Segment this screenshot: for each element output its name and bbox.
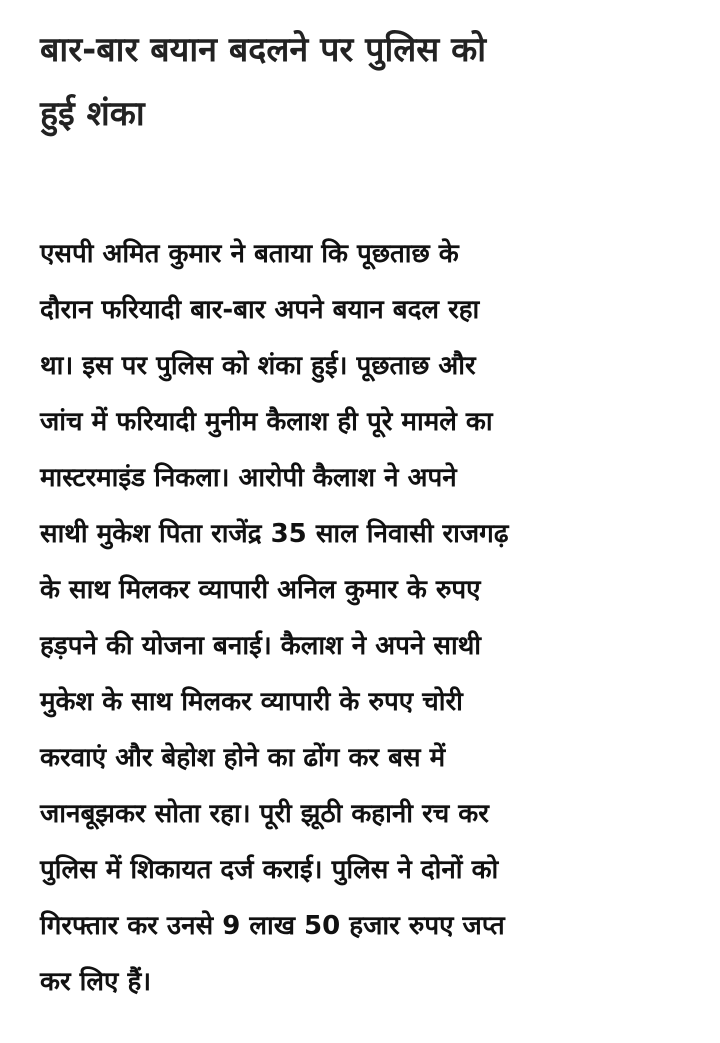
headline-line: बार-बार बयान बदलने पर पुलिस को xyxy=(40,30,487,70)
body-line: दौरान फरियादी बार-बार अपने बयान बदल रहा xyxy=(40,295,480,325)
headline-line: हुई शंका xyxy=(40,94,145,134)
body-line: पुलिस में शिकायत दर्ज कराई। पुलिस ने दोनों को xyxy=(40,855,499,885)
body-line: था। इस पर पुलिस को शंका हुई। पूछताछ और xyxy=(40,351,476,381)
article-body xyxy=(40,226,700,1010)
body-line: जांच में फरियादी मुनीम कैलाश ही पूरे मामले का xyxy=(40,407,493,437)
body-line: मास्टरमाइंड निकला। आरोपी कैलाश ने अपने xyxy=(40,463,457,493)
body-line: जानबूझकर सोता रहा। पूरी झूठी कहानी रच कर xyxy=(40,799,489,829)
body-line: हड़पने की योजना बनाई। कैलाश ने अपने साथी xyxy=(40,631,482,661)
news-article xyxy=(40,0,700,1010)
body-line: मुकेश के साथ मिलकर व्यापारी के रुपए चोरी xyxy=(40,687,463,717)
body-line: गिरफ्तार कर उनसे 9 लाख 50 हजार रुपए जप्त xyxy=(40,911,505,941)
article-headline xyxy=(40,0,700,146)
body-line: करवाएं और बेहोश होने का ढोंग कर बस में xyxy=(40,743,446,773)
body-line: कर लिए हैं। xyxy=(40,967,152,997)
body-line: साथी मुकेश पिता राजेंद्र 35 साल निवासी राजगढ़ xyxy=(40,519,509,549)
body-line: के साथ मिलकर व्यापारी अनिल कुमार के रुपए xyxy=(40,575,481,605)
body-line: एसपी अमित कुमार ने बताया कि पूछताछ के xyxy=(40,239,459,269)
